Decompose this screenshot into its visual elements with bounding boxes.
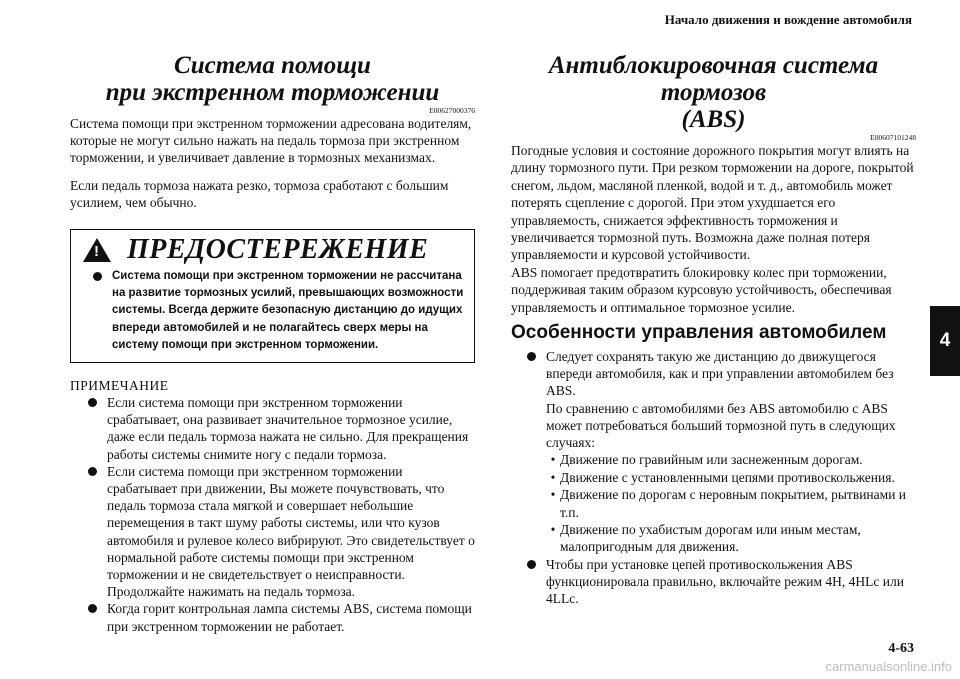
sub-item-text: Движение по ухабистым дорогам или иным местам, малопригодным для движения. — [560, 521, 861, 555]
note-list — [70, 394, 475, 635]
bullet-icon — [527, 352, 536, 361]
abs-title-line2: (ABS) — [681, 106, 746, 133]
warning-symbol: ! — [94, 243, 99, 261]
note-text: Если система помощи при экстренном торможении срабатывает, она развивает значительное тормозное усилие, даже если педаль тормоза нажата не сильно. Для прекращения работы системы снимите ногу с педали тормоза. — [107, 395, 469, 462]
warning-body — [71, 266, 474, 362]
note-item — [88, 394, 475, 463]
abs-intro: Погодные условия и состояние дорожного покрытия могут влиять на длину тормозного пути. При резком торможении на дороге, покрытой снегом, льдом, масляной пленкой, водой и т. д., автомобиль может потерять сцепление с дорогой. При этом ухудшается его управляемость, снижается эффективность торможения и увеличивается тормозной путь. Возможна даже полная потеря управляемости и курсовой устойчивости. — [511, 143, 914, 263]
warning-header — [71, 230, 474, 266]
right-column — [511, 52, 916, 607]
sub-item-text: Движение по дорогам с неровным покрытием, рытвинами и т.п. — [560, 487, 907, 520]
sub-item — [546, 451, 916, 468]
brake-assist-title-line2: при экстренном торможении — [105, 79, 440, 106]
bullet-icon — [88, 398, 97, 407]
section-code: E00627000376 — [429, 106, 475, 115]
abs-title — [511, 52, 916, 133]
brake-assist-title-line1: Система помощи — [174, 52, 371, 79]
list-item-text: Чтобы при установке цепей противоскольжения ABS функционировала правильно, включайте режим 4H, 4HLc или 4LLc. — [546, 556, 904, 607]
list-item — [527, 348, 916, 556]
brake-assist-intro: Система помощи при экстренном торможении адресована водителям, которые не могут сильно нажать на педаль тормоза при экстренном торможении, и увеличивает давление в тормозных механизмах. — [70, 116, 472, 166]
bullet-icon — [88, 604, 97, 613]
sub-item-text: Движение с установленными цепями противоскольжения. — [560, 469, 895, 485]
bullet-icon — [88, 467, 97, 476]
page-header: Начало движения и вождение автомобиля — [664, 12, 912, 27]
brake-assist-title — [70, 52, 475, 106]
list-item-text: Следует сохранять такую же дистанцию до движущегося впереди автомобиля, как и при управлении автомобилем без ABS. — [546, 349, 894, 399]
chapter-tab: 4 — [930, 306, 960, 376]
brake-assist-paragraph: Если педаль тормоза нажата резко, тормоза сработают с большим усилием, чем обычно. — [70, 177, 449, 210]
sub-item — [546, 486, 916, 521]
sub-bullet-icon: • — [550, 469, 556, 485]
note-text: Когда горит контрольная лампа системы ABS, система помощи при экстренном торможении не работает. — [107, 601, 472, 634]
warning-box — [70, 229, 475, 363]
bullet-icon — [527, 560, 536, 569]
warning-text: Система помощи при экстренном торможении не рассчитана на развитие тормозных усилий, превышающих возможности системы. Всегда держите безопасную дистанцию до идущих впереди автомобилей и не полагайтесь сверх меры на систему помощи при экстренном торможении. — [112, 270, 464, 351]
bullet-icon — [93, 272, 102, 281]
sub-item-text: Движение по гравийным или заснеженным дорогам. — [560, 452, 863, 468]
driving-features-list — [511, 348, 916, 607]
sub-bullet-icon: • — [550, 487, 556, 503]
warning-triangle-icon — [83, 238, 111, 262]
page-number: 4-63 — [888, 641, 914, 656]
abs-paragraph: ABS помогает предотвратить блокировку колес при торможении, поддерживая таким образом курсовую устойчивость, обеспечивая управляемость и оптимальное тормозное усилие. — [511, 264, 892, 315]
sub-bullet-icon: • — [550, 521, 556, 537]
section-code: E00607101248 — [870, 133, 916, 142]
left-column — [70, 52, 475, 635]
list-item — [527, 556, 916, 608]
list-item-text: По сравнению с автомобилями без ABS автомобилю с ABS может потребоваться больший тормозной путь в следующих случаях: — [546, 400, 896, 451]
list-item-body — [546, 348, 916, 556]
note-text: Если система помощи при экстренном торможении срабатывает при движении, Вы можете почувствовать, что педаль тормоза стала мягкой и совершает небольшие перемещения в такт шуму работы системы, или что кузов автомобиля и рулевое колесо вибрируют. Это свидетельствует о нормальной работе системы помощи при экстренном торможении и не свидетельствует о неисправности. Продолжайте нажимать на педаль тормоза. — [107, 463, 475, 600]
sub-bullet-icon: • — [550, 452, 556, 468]
warning-title: ПРЕДОСТЕРЕЖЕНИЕ — [127, 234, 429, 266]
abs-title-line1: Антиблокировочная система тормозов — [548, 52, 879, 106]
note-item — [88, 600, 475, 634]
sub-item — [546, 521, 916, 556]
driving-features-subtitle: Особенности управления автомобилем — [511, 322, 887, 344]
watermark: carmanualsonline.info — [825, 659, 952, 674]
note-item — [88, 463, 475, 601]
note-label: ПРИМЕЧАНИЕ — [70, 378, 169, 394]
sub-item — [546, 469, 916, 486]
